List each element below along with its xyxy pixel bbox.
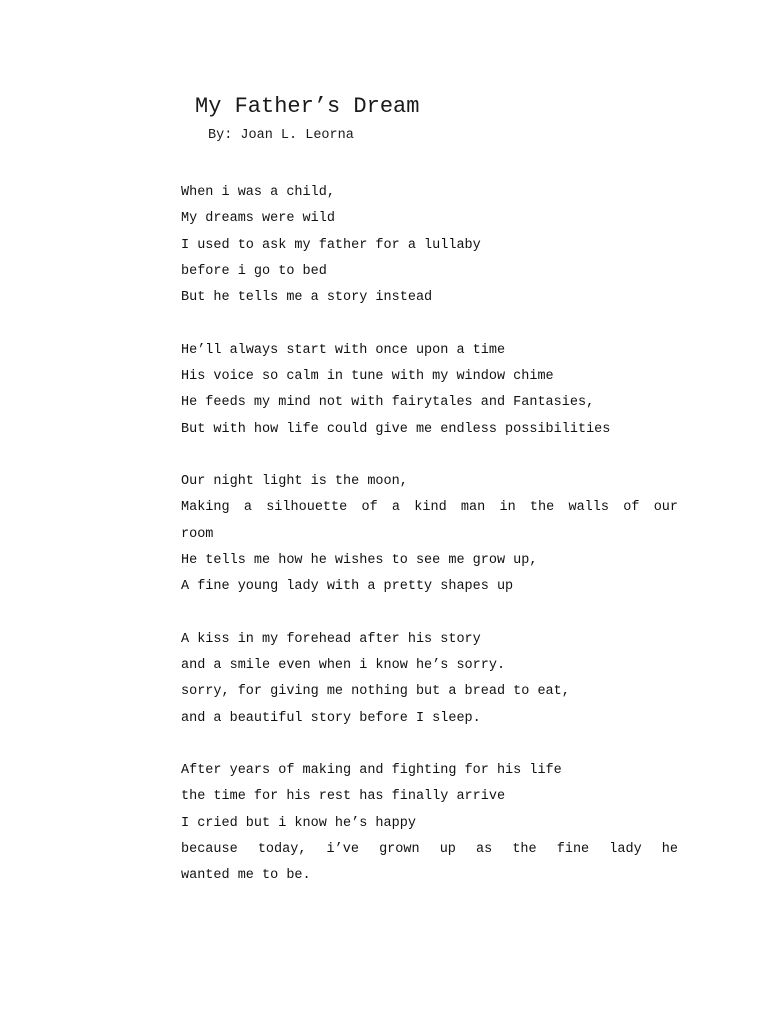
- stanza-2: [181, 338, 681, 443]
- stanza-3: [181, 469, 681, 600]
- poem-line: room: [181, 526, 214, 542]
- poem-line: But he tells me a story instead: [181, 290, 433, 306]
- poem-line: He feeds my mind not with fairytales and Fantasies,: [181, 395, 595, 411]
- poem-line: because today, i’ve grown up as the fine lady he: [181, 841, 678, 857]
- poem-line: A kiss in my forehead after his story: [181, 631, 481, 647]
- poem-line: Our night light is the moon,: [181, 474, 408, 490]
- poem-line: When i was a child,: [181, 185, 335, 200]
- poem-line: sorry, for giving me nothing but a bread to eat,: [181, 684, 570, 700]
- stanza-5: [181, 758, 681, 889]
- stanza-1: [181, 180, 681, 311]
- poem-line: After years of making and fighting for his life: [181, 763, 562, 779]
- poem-title: My Father’s Dream: [195, 94, 420, 119]
- poem-line: I cried but i know he’s happy: [181, 815, 416, 831]
- poem-line: and a smile even when i know he’s sorry.: [181, 658, 506, 674]
- poem-byline: By: Joan L. Leorna: [208, 128, 354, 143]
- poem-body: [181, 180, 681, 916]
- poem-line: wanted me to be.: [181, 868, 311, 884]
- poem-line: A fine young lady with a pretty shapes up: [181, 579, 514, 595]
- poem-line: My dreams were wild: [181, 211, 335, 227]
- poem-line: He tells me how he wishes to see me grow up,: [181, 552, 538, 568]
- poem-line: I used to ask my father for a lullaby: [181, 237, 481, 253]
- poem-line: the time for his rest has finally arrive: [181, 789, 506, 805]
- poem-line: and a beautiful story before I sleep.: [181, 710, 481, 726]
- poem-line: His voice so calm in tune with my window chime: [181, 368, 554, 384]
- poem-line: He’ll always start with once upon a time: [181, 342, 506, 358]
- stanza-4: [181, 627, 681, 732]
- poem-line: Making a silhouette of a kind man in the walls of our: [181, 500, 678, 516]
- poem-line: But with how life could give me endless possibilities: [181, 421, 611, 437]
- poem-line: before i go to bed: [181, 263, 327, 279]
